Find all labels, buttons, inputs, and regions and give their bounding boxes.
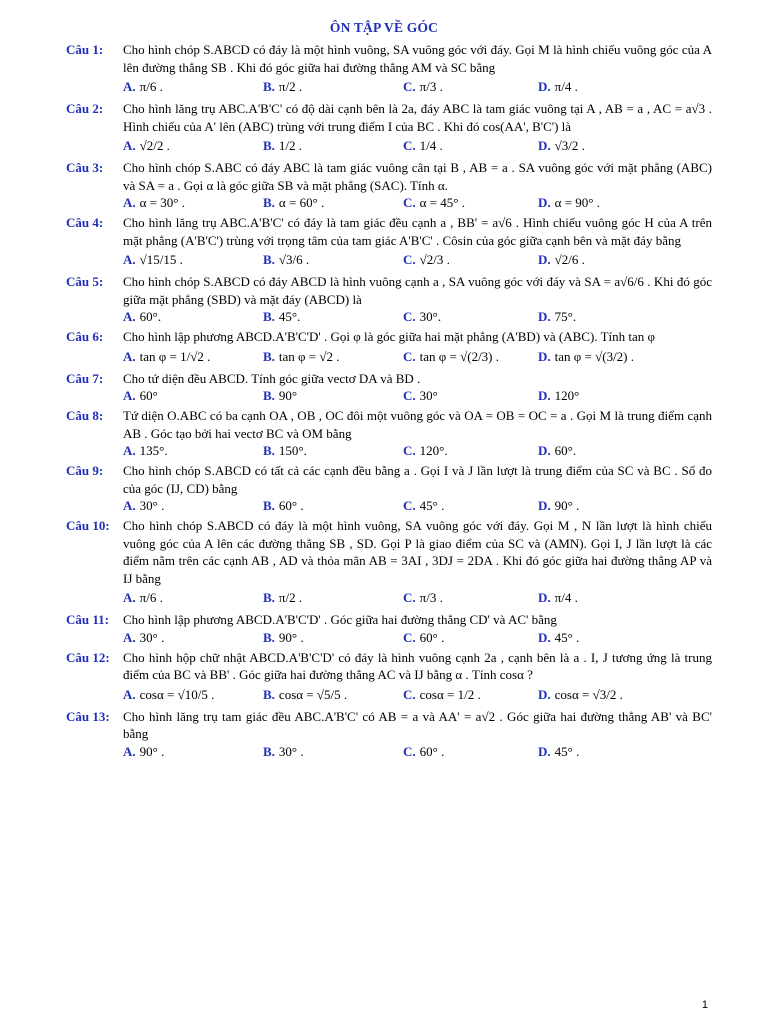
option-letter: D.	[538, 743, 551, 759]
question-label: Câu 1:	[66, 42, 104, 57]
question-label: Câu 5:	[66, 274, 104, 289]
option-text: √3/2 .	[554, 138, 585, 153]
option-letter: C.	[403, 195, 416, 210]
option-letter: B.	[263, 388, 275, 403]
option	[123, 194, 263, 212]
option-letter: C.	[403, 348, 416, 364]
question-label: Câu 3:	[66, 160, 104, 175]
option	[538, 76, 678, 98]
option	[538, 308, 678, 326]
option-letter: C.	[403, 498, 416, 513]
question-text: Cho hình lập phương ABCD.A'B'C'D' . Gọi φ là góc giữa hai mặt phẳng (A'BD) và (ABC). Tính tan φ	[123, 329, 656, 344]
question-label: Câu 8:	[66, 408, 104, 423]
option	[403, 684, 538, 706]
question-label: Câu 12:	[66, 649, 110, 665]
option	[403, 587, 538, 609]
option-letter: A.	[123, 348, 136, 364]
option-letter: D.	[538, 252, 551, 267]
option	[123, 684, 263, 706]
option-text: √2/6 .	[554, 252, 585, 267]
question-label: Câu 10:	[66, 518, 110, 533]
question-label: Câu 6:	[66, 329, 104, 344]
options-row	[66, 587, 712, 609]
option-letter: C.	[403, 252, 416, 267]
question	[66, 611, 712, 647]
option-text: 75°.	[554, 309, 577, 324]
option-letter: C.	[403, 590, 416, 605]
option	[538, 135, 678, 157]
option-text: 60°.	[554, 443, 577, 458]
option-letter: A.	[123, 590, 136, 605]
options-row	[66, 387, 712, 405]
option-letter: A.	[123, 252, 136, 267]
option-letter: A.	[123, 743, 136, 759]
option-letter: A.	[123, 195, 136, 210]
option	[123, 308, 263, 326]
option-letter: C.	[403, 138, 416, 153]
option-letter: D.	[538, 629, 551, 645]
option	[403, 346, 538, 368]
question-text: Cho hình lăng trụ ABC.A'B'C' có đáy là tam giác đều cạnh a , BB' = a√6 . Hình chiếu vuông góc H của A trên mặt phẳng (A'B'C') trùng với trọng tâm của tam giác A'B'C' . Côsin của góc giữa cạnh bên và mặt đáy bằng	[123, 215, 712, 248]
question	[66, 214, 712, 271]
option	[403, 442, 538, 460]
option-text: π/3 .	[419, 79, 443, 94]
option	[403, 135, 538, 157]
option	[538, 743, 678, 761]
question-text: Cho hình chóp S.ABCD có đáy ABCD là hình vuông cạnh a , SA vuông góc với đáy và SA = a√6/6 . Khi đó góc giữa mặt phẳng (SBD) và mặt đáy (ABCD) là	[123, 274, 712, 307]
option-text: 45°.	[278, 309, 301, 324]
option	[403, 387, 538, 405]
option-letter: C.	[403, 79, 416, 94]
question-label: Câu 9:	[66, 463, 104, 478]
option-text: 135°.	[139, 443, 168, 458]
question	[66, 462, 712, 515]
question-list	[66, 41, 712, 763]
question-text: Cho hình chóp S.ABCD có đáy là một hình vuông, SA vuông góc với đáy. Gọi M , N lần lượt là hình chiếu vuông góc của A lên các đường thẳng SB , SD. Gọi P là giao điểm của SC và (AMN). Gọi I, J lần lượt là các điểm nằm trên các cạnh AB , AD và thỏa mãn AB = 3AI , 3DJ = 2DA . Khi đó góc giữa hai đường thẳng AP và IJ bằng	[123, 518, 712, 586]
options-row	[66, 442, 712, 460]
option	[263, 249, 403, 271]
option	[403, 743, 538, 761]
option	[263, 346, 403, 368]
question	[66, 41, 712, 98]
option	[538, 442, 678, 460]
option-text: 60°	[139, 388, 158, 403]
option	[263, 629, 403, 647]
option-text: α = 45° .	[419, 195, 465, 210]
option-letter: B.	[263, 443, 275, 458]
question	[66, 649, 712, 706]
option-text: 60° .	[278, 498, 304, 513]
option	[123, 387, 263, 405]
option-text: √2/2 .	[139, 138, 170, 153]
question	[66, 273, 712, 326]
option-letter: B.	[263, 686, 275, 702]
option-letter: B.	[263, 309, 275, 324]
option-letter: D.	[538, 388, 551, 403]
option-text: α = 60° .	[278, 195, 325, 210]
options-row	[66, 497, 712, 515]
option	[263, 76, 403, 98]
option-text: π/2 .	[278, 590, 303, 605]
option	[263, 194, 403, 212]
option-letter: B.	[263, 743, 275, 759]
option	[538, 346, 678, 368]
question	[66, 708, 712, 761]
options-row	[66, 194, 712, 212]
option-letter: A.	[123, 629, 136, 645]
options-row	[66, 346, 712, 368]
question-text: Cho hình chóp S.ABCD có đáy là một hình vuông, SA vuông góc với đáy. Gọi M là hình chiếu vuông góc của A lên đường thẳng SB . Khi đó góc giữa hai đường thẳng AM và SC bằng	[123, 42, 712, 75]
option	[263, 587, 403, 609]
question-text: Cho hình lăng trụ ABC.A'B'C' có độ dài cạnh bên là 2a, đáy ABC là tam giác vuông tại A , AB = a , AC = a√3 . Hình chiếu của A' lên (ABC) trùng với trung điểm I của BC . Khi đó cos(AA', B'C') là	[123, 101, 712, 134]
option	[263, 743, 403, 761]
option-text: π/4 .	[554, 590, 578, 605]
option-text: 30°	[419, 388, 438, 403]
option-text: π/4 .	[554, 79, 578, 94]
option	[263, 387, 403, 405]
option-letter: A.	[123, 443, 136, 458]
option-text: 60° .	[419, 743, 445, 759]
option	[123, 743, 263, 761]
options-row	[66, 308, 712, 326]
option	[538, 497, 678, 515]
question-label: Câu 13:	[66, 708, 110, 724]
question-text: Cho tứ diện đều ABCD. Tính góc giữa vectơ DA và BD .	[123, 370, 421, 386]
option	[263, 308, 403, 326]
option-text: 1/4 .	[419, 138, 443, 153]
option-text: √2/3 .	[419, 252, 450, 267]
question-text: Cho hình chóp S.ABC có đáy ABC là tam giác vuông cân tại B , AB = a . SA vuông góc với mặt phẳng (ABC) và SA = a . Gọi α là góc giữa SB và mặt phẳng (SAC). Tính α.	[123, 160, 712, 193]
option-letter: D.	[538, 309, 551, 324]
options-row	[66, 249, 712, 271]
option	[538, 684, 678, 706]
option-text: √3/6 .	[278, 252, 310, 267]
page-number: 1	[701, 999, 708, 1011]
option	[403, 76, 538, 98]
option-text: √15/15 .	[139, 252, 183, 267]
question-label: Câu 2:	[66, 101, 104, 116]
option	[263, 684, 403, 706]
option	[403, 194, 538, 212]
option-text: tan φ = √(3/2) .	[554, 348, 635, 364]
options-row	[66, 135, 712, 157]
option	[123, 629, 263, 647]
option-letter: D.	[538, 686, 551, 702]
options-row	[66, 76, 712, 98]
option	[263, 497, 403, 515]
option-letter: A.	[123, 309, 136, 324]
question	[66, 407, 712, 460]
document-title: ÔN TẬP VỀ GÓC	[329, 20, 439, 35]
question-text: Tứ diện O.ABC có ba cạnh OA , OB , OC đôi một vuông góc và OA = OB = OC = a . Gọi M là trung điểm cạnh AB . Góc tạo bởi hai vectơ BC và OM bằng	[123, 408, 712, 441]
option-letter: C.	[403, 743, 416, 759]
question	[66, 328, 712, 368]
question	[66, 370, 712, 406]
option	[403, 629, 538, 647]
option-letter: C.	[403, 388, 416, 403]
question-text: Cho hình lăng trụ tam giác đều ABC.A'B'C' có AB = a và AA' = a√2 . Góc giữa hai đường thẳng AB' và BC' bằng	[123, 708, 712, 741]
option-letter: A.	[123, 138, 136, 153]
option-text: tan φ = √(2/3) .	[419, 348, 500, 364]
option	[538, 587, 678, 609]
option-text: 90°	[278, 388, 298, 403]
option	[403, 308, 538, 326]
option-text: π/2 .	[278, 79, 303, 94]
question-text: Cho hình hộp chữ nhật ABCD.A'B'C'D' có đáy là hình vuông cạnh 2a , cạnh bên là a . I, J tương ứng là trung điểm của BC và BB' . Góc giữa hai đường thẳng AC và IJ bằng α . Tính cosα ?	[123, 649, 712, 682]
option-letter: A.	[123, 79, 136, 94]
option-text: cosα = √3/2 .	[554, 686, 623, 702]
option	[263, 442, 403, 460]
option-letter: B.	[263, 348, 275, 364]
option-text: cosα = √10/5 .	[139, 686, 215, 702]
options-row	[66, 743, 712, 761]
option	[123, 442, 263, 460]
option-text: tan φ = 1/√2 .	[139, 348, 211, 364]
option-letter: D.	[538, 590, 551, 605]
question-label: Câu 7:	[66, 370, 104, 386]
option-letter: B.	[263, 590, 275, 605]
option	[123, 346, 263, 368]
option-text: π/6 .	[139, 590, 163, 605]
question-label: Câu 11:	[66, 612, 109, 627]
options-row	[66, 684, 712, 706]
option-text: 45° .	[554, 629, 580, 645]
option-letter: D.	[538, 498, 551, 513]
option-text: 90° .	[278, 629, 304, 645]
option-letter: C.	[403, 443, 416, 458]
option-letter: B.	[263, 79, 275, 94]
option-letter: D.	[538, 79, 551, 94]
option-text: 120°	[554, 388, 580, 403]
option	[538, 387, 678, 405]
option-text: 30° .	[139, 629, 165, 645]
question	[66, 159, 712, 212]
option-letter: D.	[538, 195, 551, 210]
option-text: 60° .	[419, 629, 445, 645]
option	[123, 249, 263, 271]
option-letter: B.	[263, 252, 275, 267]
option-text: 30° .	[278, 743, 304, 759]
option-letter: A.	[123, 498, 136, 513]
option-text: 30° .	[139, 498, 165, 513]
option-letter: D.	[538, 443, 551, 458]
question-label: Câu 4:	[66, 215, 104, 230]
option-letter: C.	[403, 309, 416, 324]
option	[123, 76, 263, 98]
option-text: 90° .	[139, 743, 165, 759]
option	[123, 587, 263, 609]
option	[538, 629, 678, 647]
option-letter: B.	[263, 195, 275, 210]
option-text: π/6 .	[139, 79, 163, 94]
option-text: 120°.	[419, 443, 448, 458]
question-text: Cho hình chóp S.ABCD có tất cả các cạnh đều bằng a . Gọi I và J lần lượt là trung điểm của SC và BC . Số đo của góc (IJ, CD) bằng	[123, 463, 712, 496]
option-letter: B.	[263, 498, 275, 513]
option	[403, 249, 538, 271]
question-text: Cho hình lập phương ABCD.A'B'C'D' . Góc giữa hai đường thẳng CD' và AC' bằng	[123, 612, 557, 627]
option	[123, 497, 263, 515]
option	[538, 194, 678, 212]
option-text: 150°.	[278, 443, 307, 458]
option-text: cosα = √5/5 .	[278, 686, 348, 702]
options-row	[66, 629, 712, 647]
question	[66, 100, 712, 157]
option-letter: B.	[263, 138, 275, 153]
option-text: tan φ = √2 .	[278, 348, 340, 364]
option	[538, 249, 678, 271]
option	[123, 135, 263, 157]
option-letter: A.	[123, 388, 136, 403]
option-letter: C.	[403, 686, 416, 702]
option-text: 45° .	[554, 743, 580, 759]
option-text: cosα = 1/2 .	[419, 686, 481, 702]
option	[403, 497, 538, 515]
option-letter: B.	[263, 629, 275, 645]
option-text: 90° .	[554, 498, 580, 513]
option-letter: D.	[538, 138, 551, 153]
option-text: α = 90° .	[554, 195, 600, 210]
option-text: 60°.	[139, 309, 162, 324]
option-text: 45° .	[419, 498, 445, 513]
option-letter: C.	[403, 629, 416, 645]
option	[263, 135, 403, 157]
option-text: α = 30° .	[139, 195, 185, 210]
option-text: 1/2 .	[278, 138, 303, 153]
option-text: 30°.	[419, 309, 442, 324]
question	[66, 517, 712, 609]
option-text: π/3 .	[419, 590, 443, 605]
option-letter: D.	[538, 348, 551, 364]
option-letter: A.	[123, 686, 136, 702]
